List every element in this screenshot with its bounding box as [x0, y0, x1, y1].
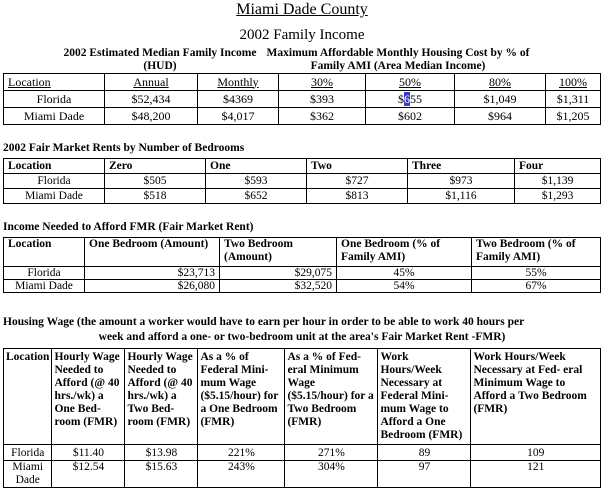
table-row: [4, 91, 601, 108]
cell-monthly: $4369: [198, 91, 279, 108]
cell-50pct-suffix: 55: [410, 91, 422, 106]
table-row: [4, 461, 601, 488]
max-housing-cost-heading: Maximum Affordable Monthly Housing Cost by % of Family AMI (Area Median Income): [266, 47, 530, 72]
cell-two: $727: [307, 174, 408, 189]
cell-location: Miami Dade: [4, 280, 85, 293]
cell-one: $593: [206, 174, 307, 189]
col-pct-min-wage-one: As a % of Federal Mini- mum Wage ($5.15/hour) for a One Bedroom (FMR): [198, 349, 285, 445]
col-two-bedroom-amount: Two Bedroom (Amount): [220, 238, 337, 267]
col-hours-two-bedroom: Work Hours/Week Necessary at Fed- eral Minimum Wage to Afford a Two Bedroom (FMR): [471, 349, 601, 445]
cell-30pct: $393: [279, 91, 366, 108]
table-row: [4, 189, 601, 204]
housing-wage-title-line1: Housing Wage (the amount a worker would have to earn per hour in order to be able to work 40 hours per: [3, 316, 525, 328]
cell-pct-one: 221%: [198, 445, 285, 461]
col-two: Two: [307, 159, 408, 174]
col-80pct: 80%: [455, 74, 546, 91]
cell-hourly-two: $13.98: [125, 445, 198, 461]
cell-annual: $48,200: [105, 108, 198, 125]
housing-wage-section-title: [3, 315, 601, 345]
col-hours-one-bedroom: Work Hours/Week Necessary at Federal Mini- mum Wage to Afford a One Bedroom (FMR): [378, 349, 471, 445]
cell-one-bedroom-pct: 45%: [337, 267, 472, 280]
cell-hourly-one: $11.40: [52, 445, 125, 461]
housing-wage-title-line2: week and afford a one- or two-bedroom unit at the area's Fair Market Rent -FMR): [98, 331, 506, 343]
col-30pct: 30%: [279, 74, 366, 91]
cell-location: [4, 461, 52, 488]
col-location: Location: [4, 159, 105, 174]
cell-two-bedroom-amount: $32,520: [220, 280, 337, 293]
cell-four: $1,293: [515, 189, 601, 204]
col-monthly: Monthly: [198, 74, 279, 91]
cell-50pct-prefix: $: [398, 91, 404, 106]
table-header-row: [4, 74, 601, 91]
col-100pct: 100%: [546, 74, 601, 91]
cell-location: Florida: [4, 267, 85, 280]
cell-location: Florida: [4, 445, 52, 461]
cell-100pct: $1,205: [546, 108, 601, 125]
cell-hours-two: 109: [471, 445, 601, 461]
cell-three: $1,116: [408, 189, 515, 204]
income-needed-section-title: Income Needed to Afford FMR (Fair Market Rent): [3, 221, 254, 233]
fmr-section-title: 2002 Fair Market Rents by Number of Bedrooms: [3, 142, 245, 154]
cell-location: Miami Dade: [4, 108, 105, 125]
cell-hours-one: 89: [378, 445, 471, 461]
text-selection-highlight: 6: [404, 91, 410, 106]
housing-wage-table: [3, 348, 601, 488]
cell-pct-one: 243%: [198, 461, 285, 488]
cell-80pct: $964: [455, 108, 546, 125]
cell-two-bedroom-pct: 55%: [472, 267, 601, 280]
fair-market-rent-table: [3, 158, 601, 204]
cell-pct-two: 271%: [285, 445, 378, 461]
col-one-bedroom-pct: One Bedroom (% of Family AMI): [337, 238, 472, 267]
cell-50pct: $602: [366, 108, 455, 125]
cell-hours-one: 97: [378, 461, 471, 488]
col-hourly-one-bedroom: Hourly Wage Needed to Afford (@ 40 hrs./wk) a One Bed- room (FMR): [52, 349, 125, 445]
cell-hourly-two: $15.63: [125, 461, 198, 488]
income-needed-table: [3, 237, 601, 293]
cell-two-bedroom-amount: $29,075: [220, 267, 337, 280]
cell-zero: $518: [105, 189, 206, 204]
cell-80pct: $1,049: [455, 91, 546, 108]
page-title: Miami Dade County: [236, 1, 368, 18]
cell-one-bedroom-amount: $23,713: [85, 267, 220, 280]
cell-location-line1: Miami: [12, 461, 44, 473]
table-row: [4, 445, 601, 461]
cell-50pct: [366, 91, 455, 108]
col-two-bedroom-pct: Two Bedroom (% of Family AMI): [472, 238, 601, 267]
table-header-row: [4, 349, 601, 445]
col-four: Four: [515, 159, 601, 174]
cell-two-bedroom-pct: 67%: [472, 280, 601, 293]
table-row: [4, 267, 601, 280]
cell-pct-two: 304%: [285, 461, 378, 488]
col-location: Location: [4, 74, 105, 91]
cell-zero: $505: [105, 174, 206, 189]
cell-one-bedroom-pct: 54%: [337, 280, 472, 293]
cell-monthly: $4,017: [198, 108, 279, 125]
col-location: Location: [4, 238, 85, 267]
col-pct-min-wage-two: As a % of Fed- eral Minimum Wage ($5.15/hour) for a Two Bedroom (FMR): [285, 349, 378, 445]
cell-one: $652: [206, 189, 307, 204]
page-subtitle: 2002 Family Income: [239, 27, 365, 43]
cell-30pct: $362: [279, 108, 366, 125]
cell-100pct: $1,311: [546, 91, 601, 108]
cell-location: Florida: [4, 91, 105, 108]
table-header-row: [4, 159, 601, 174]
col-location: Location: [4, 349, 52, 445]
col-annual: Annual: [105, 74, 198, 91]
col-hourly-two-bedroom: Hourly Wage Needed to Afford (@ 40 hrs./wk) a Two Bed- room (FMR): [125, 349, 198, 445]
cell-annual: $52,434: [105, 91, 198, 108]
col-one: One: [206, 159, 307, 174]
table-header-row: [4, 238, 601, 267]
cell-location-line2: Dade: [15, 474, 40, 486]
hud-income-heading: 2002 Estimated Median Family Income (HUD): [63, 47, 257, 72]
col-three: Three: [408, 159, 515, 174]
col-zero: Zero: [105, 159, 206, 174]
family-income-table: [3, 73, 601, 125]
table-row: [4, 108, 601, 125]
cell-location: Florida: [4, 174, 105, 189]
cell-two: $813: [307, 189, 408, 204]
cell-hourly-one: $12.54: [52, 461, 125, 488]
cell-hours-two: 121: [471, 461, 601, 488]
cell-one-bedroom-amount: $26,080: [85, 280, 220, 293]
col-one-bedroom-amount: One Bedroom (Amount): [85, 238, 220, 267]
cell-three: $973: [408, 174, 515, 189]
col-50pct: 50%: [366, 74, 455, 91]
cell-location: Miami Dade: [4, 189, 105, 204]
cell-four: $1,139: [515, 174, 601, 189]
table-row: [4, 280, 601, 293]
table-row: [4, 174, 601, 189]
